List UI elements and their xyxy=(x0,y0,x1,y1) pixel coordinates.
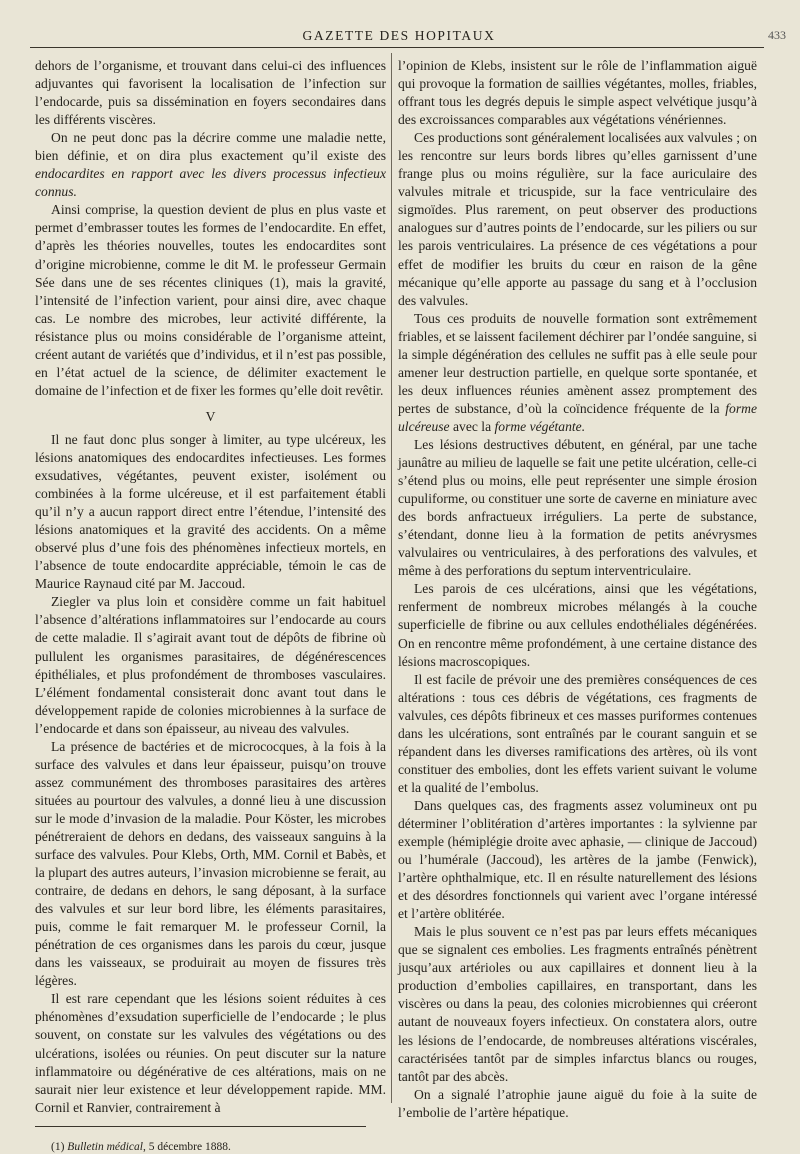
paragraph xyxy=(398,310,757,436)
paragraph xyxy=(35,129,386,201)
paragraph: Il ne faut donc plus songer à limiter, au type ulcéreux, les lésions anatomiques des endocardites infectieuses. Les formes exsudatives, végétantes, peuvent exister, isolément ou combinées à la forme ulcéreuse, et il est parfaitement établi qu’il n’y a aucun rapport direct entre l’étendue, l’intensité des lésions anatomiques et la gravité des accidents. On a même observé plus d’une fois des phénomènes infectieux mortels, en l’absence de toute endocardite appréciable, témoin le cas de Maurice Raynaud cité par M. Jaccoud. xyxy=(35,431,386,592)
paragraph: On a signalé l’atrophie jaune aiguë du foie à la suite de l’embolie de l’artère hépatique. xyxy=(398,1086,757,1120)
paragraph: dehors de l’organisme, et trouvant dans celui-ci des influences adjuvantes qui favorisent la localisation de l’infection sur l’endocarde, puis sa dissémination en foyers secondaires dans les différents viscères. xyxy=(35,58,386,128)
footnote-marker: (1) xyxy=(51,1140,68,1153)
paragraph: Il est facile de prévoir une des premières conséquences de ces altérations : tous ces débris de végétations, ces fragments de valvules, ces dépôts fibrineux et ces masses puriformes contenues dans les ulcérations, sont entraînés par le courant sanguin et se répandent dans les diverses ramifications des artères, où ils vont constituer des embolies, dont les effets varient suivant le volume et la qualité de l’embolus. xyxy=(398,671,757,795)
right-column xyxy=(398,57,757,1122)
italic-phrase: forme végétante. xyxy=(494,418,586,434)
footnote-source: Bulletin médical xyxy=(67,1140,143,1153)
paragraph-text: avec la xyxy=(449,418,495,434)
footnote xyxy=(35,1140,386,1154)
paragraph: Ces productions sont généralement localisées aux valvules ; on les rencontre sur leurs bords libres qu’elles garnissent d’une frange plus ou moins régulière, sur la face auriculaire des valvules mitrale et tricuspide, sur la face ventriculaire des sigmoïdes. Plus rarement, on peut observer des productions analogues sur d’autres points de l’endocarde, sur les piliers ou sur les parois ventriculaires. La présence de ces végétations a pour effet de modifier les bruits du cœur en raison de la gêne mécanique qu’elle apporte au passage du sang et à l’occlusion des valvules. xyxy=(398,130,757,308)
italic-phrase: endocardites en rapport avec les divers processus infectieux connus. xyxy=(35,166,386,200)
paragraph: Ziegler va plus loin et considère comme un fait habituel l’absence d’altérations inflammatoires sur l’endocarde au cours de cette maladie. Il s’agirait avant tout de dépôts de fibrine où pullulent les organismes parasitaires, de dégénérescences épithéliales, et plus profondément de thromboses vasculaires. L’élément fondamental consisterait donc avant tout dans le développement rapide de colonies microbiennes à la surface de l’endocarde et dans son épaisseur, au niveau des valvules. xyxy=(35,594,386,736)
paragraph: Les parois de ces ulcérations, ainsi que les végétations, renferment de nombreux microbes mélangés à la couche superficielle de fibrine ou aux cellules endothéliales dégénérées. On en rencontre même profondément, à une certaine distance des lésions macroscopiques. xyxy=(398,581,757,669)
paragraph-text: On ne peut donc pas la décrire comme une maladie nette, bien définie, et on dira plus exactement qu’il existe des xyxy=(35,130,386,164)
column-divider xyxy=(391,53,392,1103)
paragraph-text: Tous ces produits de nouvelle formation sont extrêmement friables, et se laissent facilement déchirer par l’ondée sanguine, si la simple dégénération des cellules ne suffit pas à elle seule pour amener leur destruction partielle, en quelque sorte spontanée, et les deux influences réunies amènent assez promptement des pertes de substance, d’où la coïncidence fréquente de la xyxy=(398,310,757,416)
paragraph: Les lésions destructives débutent, en général, par une tache jaunâtre au milieu de laquelle se fait une petite ulcération, celle-ci s’étend plus ou moins, elle peut représenter une simple érosion cupuliforme, ou constituer une sorte de caverne en miniature avec des bords anfractueux irréguliers. La perte de substance, s’étendant, donne lieu à la formation de petits anévrysmes valvulaires ou ventriculaires, à des perforations des valvules, et même à des perforations du septum interventriculaire. xyxy=(398,436,757,579)
paragraph: La présence de bactéries et de micrococques, à la fois à la surface des valvules et dans leur épaisseur, puisqu’on trouve assez communément des thromboses parasitaires des artères situées au pourtour des valvules, a donné lieu à une discussion sur le mode d’invasion de la maladie. Pour Köster, les microbes pénétreraient de dehors en dedans, des vaisseaux sanguins à la surface des valvules. Pour Klebs, Orth, MM. Cornil et Babès, et la plupart des autres auteurs, l’invasion microbienne se ferait, au contraire, de dedans en dehors, le sang déposant, à la surface des valvules et sur leur bord libre, les éléments parasitaires, puis, comme le fait remarquer M. le professeur Cornil, la pénétration de ces organismes dans les parois du cœur, jusque dans les vaisseaux, se produirait au moyen de fissures très légères. xyxy=(35,738,386,989)
italic-phrase: forme ulcéreuse xyxy=(398,400,757,434)
left-column xyxy=(35,57,386,1154)
paragraph: Il est rare cependant que les lésions soient réduites à ces phénomènes d’exsudation superficielle de l’endocarde ; le plus souvent, on constate sur les valvules des végétations ou des ulcérations, isolées ou réunies. On peut discuter sur la nature inflammatoire ou dégénérative de ces altérations, mais on ne saurait nier leur existence et leur développement rapide. MM. Cornil et Ranvier, contrairement à xyxy=(35,991,386,1115)
paragraph: Mais le plus souvent ce n’est pas par leurs effets mécaniques que se signalent ces embolies. Les fragments entraînés pénètrent jusqu’aux artérioles ou aux capillaires et donnent lieu à la production d’embolies capillaires, en transportant, dans les viscères ou dans la peau, des colonies microbiennes qui créeront autant de nouveaux foyers infectieux. On constatera alors, outre les lésions de l’endocarde, de nombreuses altérations viscérales, caractérisées tantôt par de simples infarctus blancs ou rouges, tantôt par des abcès. xyxy=(398,924,757,1084)
page-number: 433 xyxy=(768,28,786,42)
footnote-date: , 5 décembre 1888. xyxy=(143,1140,231,1153)
section-numeral: V xyxy=(205,408,216,424)
running-title: GAZETTE DES HOPITAUX xyxy=(302,28,496,43)
footnote-rule xyxy=(35,1126,366,1127)
paragraph: Dans quelques cas, des fragments assez volumineux ont pu déterminer l’oblitération d’artères importantes : la sylvienne par exemple (hémiplégie droite avec aphasie, — clinique de Jaccoud) ou l’humérale (Jaccoud), les artères de la jambe (Fenwick), l’artère ophthalmique, etc. Il en résulte naturellement des lésions et des désordres fonctionnels qui varient avec l’organe intéressé et l’artère oblitérée. xyxy=(398,797,757,922)
paragraph: l’opinion de Klebs, insistent sur le rôle de l’inflammation aiguë qui provoque la formation de saillies végétantes, molles, friables, offrant tous les degrés depuis le simple aspect velvétique jusqu’à des excroissances comparables aux végétations vénériennes. xyxy=(398,58,757,128)
paragraph: Ainsi comprise, la question devient de plus en plus vaste et permet d’embrasser toutes les formes de l’endocardite. En effet, d’après les théories nouvelles, toutes les endocardites sont d’origine microbienne, comme le dit M. le professeur Germain Sée dans une de ses récentes cliniques (1), mais la gravité, l’intensité de l’infection varient, pour ainsi dire, avec chaque cas. Le nombre des microbes, leur activité différente, la résistance plus ou moins considérable de l’organisme atteint, créent autant de variétés que d’individus, et il n’est pas possible, en l’état actuel de la science, de délimiter exactement le domaine de l’infection et de fixer les formes qu’elle doit revêtir. xyxy=(35,202,386,398)
header-rule xyxy=(30,47,764,48)
